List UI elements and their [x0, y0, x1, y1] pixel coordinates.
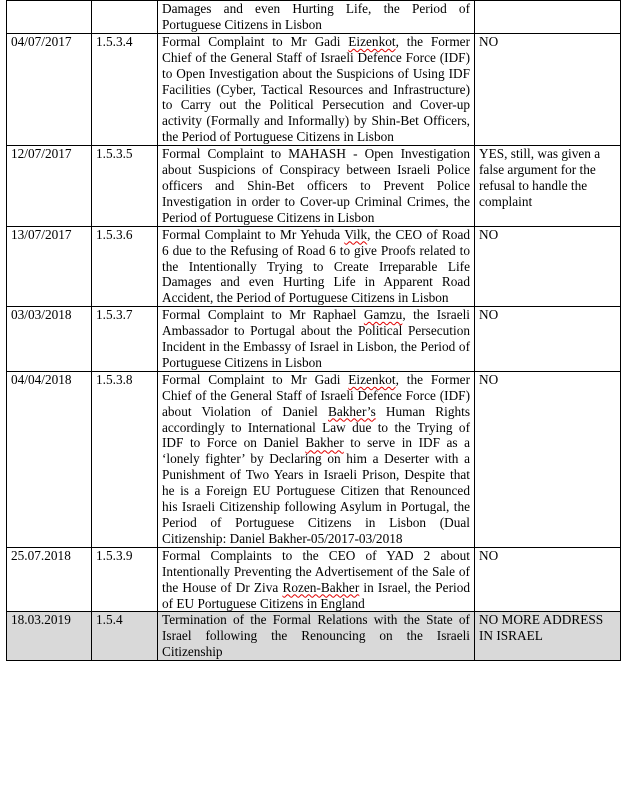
description-text: Formal Complaint to MAHASH - Open Investigation about Suspicions of Conspiracy between Israeli Police officers and Shin-Bet officers to Prevent Police Investigation in order to Cover-up Criminal Crimes, the Period of Portuguese Citizens in Lisbon	[162, 146, 470, 225]
section-number-cell: 1.5.3.8	[92, 371, 158, 547]
table-row	[7, 33, 621, 145]
result-cell: NO	[475, 547, 621, 612]
section-number-cell: 1.5.4	[92, 612, 158, 661]
date-cell: 03/03/2018	[7, 307, 92, 372]
complaints-table	[6, 0, 621, 661]
table-row	[7, 1, 621, 34]
result-cell: NO	[475, 371, 621, 547]
description-cell	[158, 547, 475, 612]
date-cell: 04/04/2018	[7, 371, 92, 547]
section-number-cell: 1.5.3.4	[92, 33, 158, 145]
table-row	[7, 307, 621, 372]
document-page	[6, 0, 620, 661]
description-cell	[158, 226, 475, 307]
result-cell: NO	[475, 307, 621, 372]
spellcheck-flagged-word: Eizenkot	[348, 33, 396, 49]
date-cell: 13/07/2017	[7, 226, 92, 307]
date-cell: 04/07/2017	[7, 33, 92, 145]
description-text: , the Israeli Ambassador to Portugal about the Political Persecution Incident in the Embassy of Israel in Lisbon, the Period of Portuguese Citizens in Lisbon	[162, 307, 470, 370]
description-cell	[158, 146, 475, 227]
description-text: , the Former Chief of the General Staff of Israeli Defence Force (IDF) about Violation of Daniel	[162, 371, 470, 419]
table-row-highlighted	[7, 612, 621, 661]
description-text: Formal Complaint to Mr Raphael	[162, 307, 364, 323]
spellcheck-flagged-word: Eizenkot	[348, 371, 396, 387]
description-cell	[158, 371, 475, 547]
result-cell: YES, still, was given a false argument for the refusal to handle the complaint	[475, 146, 621, 227]
section-number-cell	[92, 1, 158, 34]
description-text: Formal Complaint to Mr Gadi	[162, 33, 349, 49]
spellcheck-flagged-word: Rozen-Bakher	[282, 579, 360, 595]
description-cell	[158, 33, 475, 145]
description-cell	[158, 1, 475, 34]
description-cell	[158, 307, 475, 372]
table-row	[7, 146, 621, 227]
date-cell	[7, 1, 92, 34]
description-text: Termination of the Formal Relations with the State of Israel following the Renouncing on the Israeli Citizenship	[162, 612, 470, 660]
section-number-cell: 1.5.3.7	[92, 307, 158, 372]
result-cell: NO	[475, 226, 621, 307]
description-text: in Israel, the Period of EU Portuguese Citizens in England	[162, 579, 471, 611]
description-text: Formal Complaints to the CEO of YAD 2 about Intentionally Preventing the Advertisement of the Sale of the House of Dr Ziva	[162, 547, 470, 595]
result-cell	[475, 1, 621, 34]
description-text: Formal Complaint to Mr Yehuda	[162, 226, 345, 242]
description-text: to serve in IDF as a ‘lonely fighter’ by Declaring on him a Deserter with a Punishment of Two Years in Israeli Prison, Despite that he is a Foreign EU Portuguese Citizen that Renounced his Israeli Citizenship following Asylum in Portugal, the Period of Portuguese Citizens in Lisbon (Dual Citizenship: Daniel Bakher-05/2017-03/2018	[162, 435, 470, 546]
description-text: , the Former Chief of the General Staff of Israeli Defence Force (IDF) to Open Investigation about the Suspicions of Using IDF Facilities (Cyber, Tactical Resources and Infrastructure) to Carry out the Political Persecution and Cover-up activity (Formally and Informally) by Shin-Bet Officers, the Period of Portuguese Citizens in Lisbon	[162, 33, 470, 145]
spellcheck-flagged-word: Bakher	[305, 435, 344, 451]
table-row	[7, 547, 621, 612]
description-text: , the CEO of Road 6 due to the Refusing of Road 6 to give Proofs related to the Intentionally Trying to Create Irreparable Life Damages and even Hurting Life in Apparent Road Accident, the Period of Portuguese Citizens in Lisbon	[162, 226, 470, 306]
description-text: Human Rights accordingly to International Law due to the Trying of IDF to Force on Daniel	[162, 403, 470, 451]
date-cell: 12/07/2017	[7, 146, 92, 227]
section-number-cell: 1.5.3.6	[92, 226, 158, 307]
description-cell	[158, 612, 475, 661]
table-row	[7, 371, 621, 547]
table-row	[7, 226, 621, 307]
date-cell: 18.03.2019	[7, 612, 92, 661]
date-cell: 25.07.2018	[7, 547, 92, 612]
section-number-cell: 1.5.3.9	[92, 547, 158, 612]
spellcheck-flagged-word: Bakher’s	[327, 403, 376, 419]
spellcheck-flagged-word: Vilk	[344, 226, 368, 242]
description-text: Formal Complaint to Mr Gadi	[162, 371, 349, 387]
result-cell: NO MORE ADDRESS IN ISRAEL	[475, 612, 621, 661]
section-number-cell: 1.5.3.5	[92, 146, 158, 227]
spellcheck-flagged-word: Gamzu	[363, 307, 403, 323]
description-text: Damages and even Hurting Life, the Period of Portuguese Citizens in Lisbon	[162, 1, 470, 32]
result-cell: NO	[475, 33, 621, 145]
